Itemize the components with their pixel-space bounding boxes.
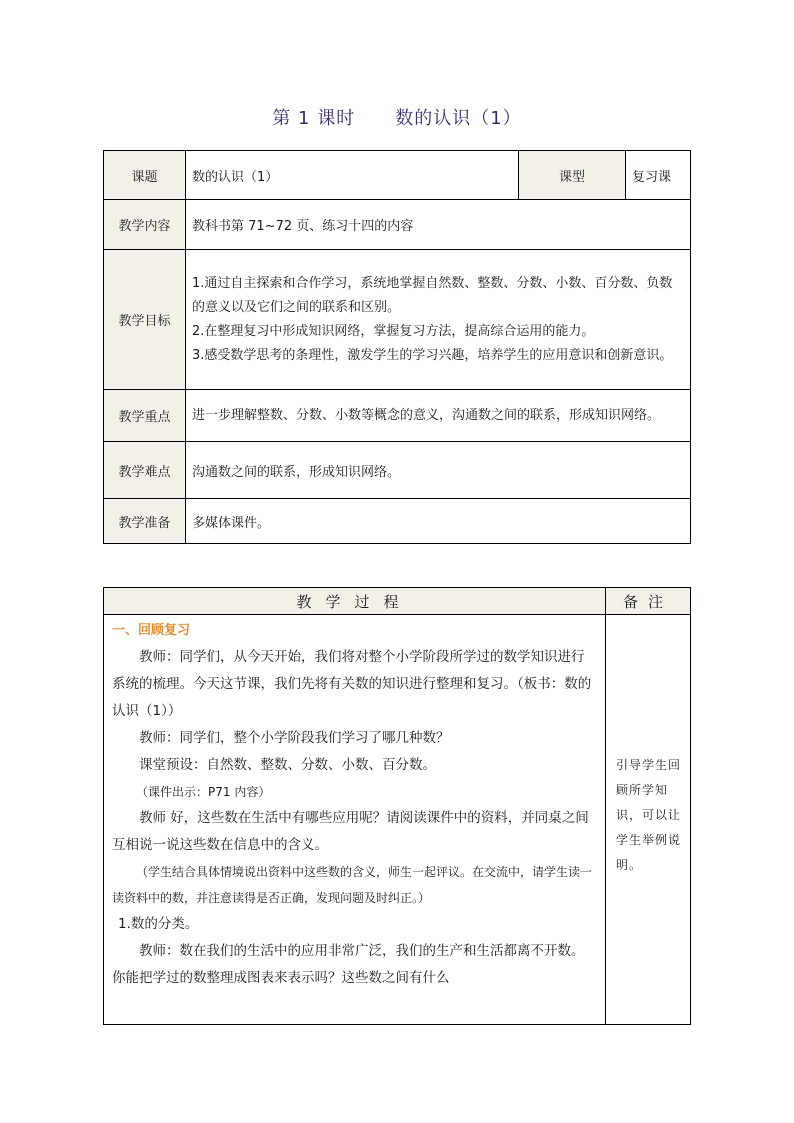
paragraph: 课堂预设：自然数、整数、分数、小数、百分数。 bbox=[139, 757, 436, 773]
process-body-row bbox=[104, 615, 691, 1025]
paragraph: 教师：同学们，整个小学阶段我们学习了哪几种数？ bbox=[139, 730, 450, 746]
key-points-value: 进一步理解整数、分数、小数等概念的意义，沟通数之间的联系，形成知识网络。 bbox=[186, 390, 691, 442]
note-text: 引导学生回顾所学知识，可以让学生举例说明。 bbox=[616, 758, 682, 872]
topic-row bbox=[104, 151, 691, 200]
content-value: 教科书第 71~72 页、练习十四的内容 bbox=[186, 200, 691, 250]
key-points-label: 教学重点 bbox=[104, 390, 186, 442]
content-row bbox=[104, 200, 691, 250]
lesson-number: 第 1 课时 bbox=[272, 108, 356, 129]
process-column-header: 教学过程 bbox=[104, 588, 606, 615]
goals-row bbox=[104, 250, 691, 390]
process-content bbox=[104, 615, 606, 1025]
topic-label: 课题 bbox=[104, 151, 186, 200]
goals-label: 教学目标 bbox=[104, 250, 186, 390]
key-points-row bbox=[104, 390, 691, 442]
paragraph-note: （学生结合具体情境说出资料中这些数的含义，师生一起评议。在交流中，请学生读一读资料中的数，并注意读得是否正确，发现问题及时纠正。） bbox=[112, 865, 593, 905]
lesson-title: 数的认识（1） bbox=[395, 108, 522, 129]
type-value: 复习课 bbox=[626, 151, 691, 200]
note-content bbox=[606, 615, 691, 1025]
goal-item: 1.通过自主探索和合作学习，系统地掌握自然数、整数、分数、小数、百分数、负数的意义以及它们之间的联系和区别。 bbox=[192, 275, 673, 315]
paragraph: 教师：同学们，从今天开始，我们将对整个小学阶段所学过的数学知识进行系统的梳理。今天这节课，我们先将有关数的知识进行整理和复习。（板书：数的认识（1）） bbox=[112, 649, 592, 719]
goal-item: 2.在整理复习中形成知识网络，掌握复习方法，提高综合运用的能力。 bbox=[192, 323, 595, 339]
difficulty-value: 沟通数之间的联系，形成知识网络。 bbox=[186, 442, 691, 499]
preparation-row bbox=[104, 499, 691, 544]
note-column-header: 备注 bbox=[606, 588, 691, 615]
difficulty-row bbox=[104, 442, 691, 499]
type-label: 课型 bbox=[519, 151, 626, 200]
process-header-row bbox=[104, 588, 691, 615]
paragraph-note: （课件出示：P71 内容） bbox=[136, 785, 271, 799]
page-title bbox=[0, 104, 794, 130]
topic-value: 数的认识（1） bbox=[186, 151, 519, 200]
lesson-info-table bbox=[103, 150, 691, 544]
goal-item: 3.感受数学思考的条理性，激发学生的学习兴趣，培养学生的应用意识和创新意识。 bbox=[192, 347, 673, 363]
goals-value bbox=[186, 250, 691, 390]
teaching-process-table bbox=[103, 587, 691, 1025]
difficulty-label: 教学难点 bbox=[104, 442, 186, 499]
preparation-value: 多媒体课件。 bbox=[186, 499, 691, 544]
preparation-label: 教学准备 bbox=[104, 499, 186, 544]
paragraph: 教师 好，这些数在生活中有哪些应用呢？请阅读课件中的资料，并同桌之间互相说一说这些数在信息中的含义。 bbox=[112, 810, 589, 853]
paragraph: 教师：数在我们的生活中的应用非常广泛，我们的生产和生活都离不开数。你能把学过的数整理成图表来表示吗？这些数之间有什么 bbox=[112, 943, 585, 986]
content-label: 教学内容 bbox=[104, 200, 186, 250]
section-heading: 一、回顾复习 bbox=[112, 623, 191, 638]
subsection-heading: 1.数的分类。 bbox=[118, 916, 199, 932]
